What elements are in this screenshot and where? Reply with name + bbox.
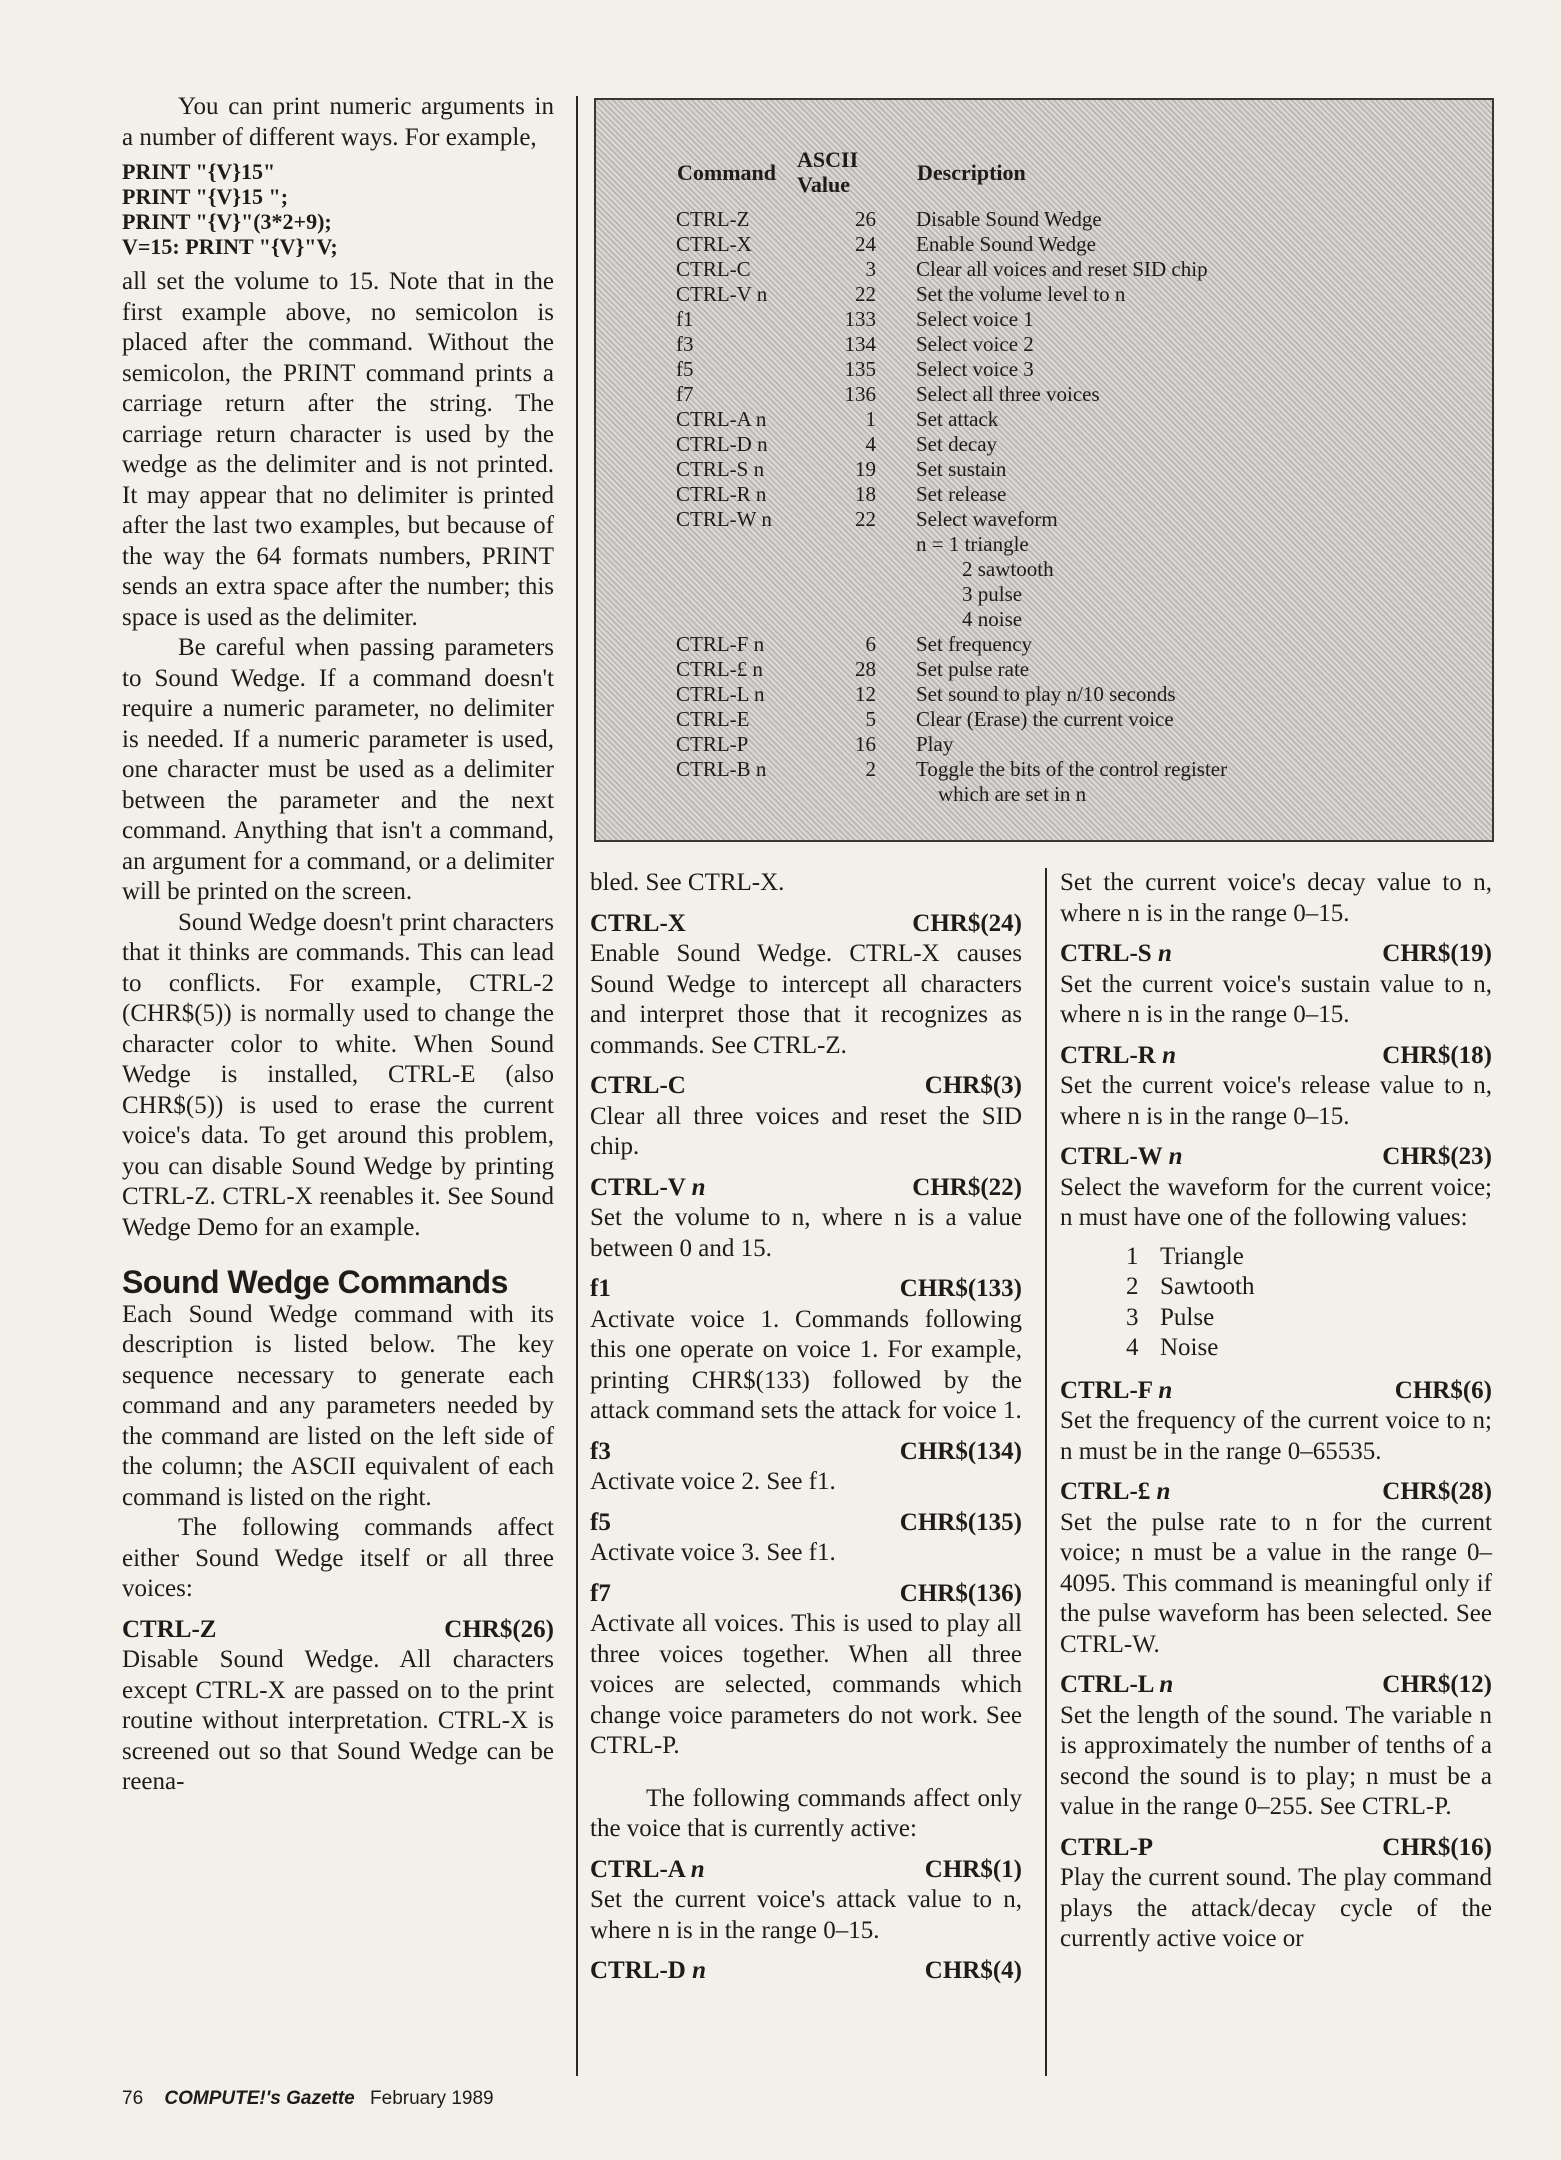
table-cell-ascii bbox=[796, 557, 916, 582]
table-cell-command bbox=[676, 582, 796, 607]
command-chr: CHR$(16) bbox=[1382, 1833, 1492, 1861]
table-row bbox=[676, 357, 1227, 382]
body-paragraph: The following commands affect either Sound Wedge itself or all three voices: bbox=[122, 1514, 554, 1602]
table-row bbox=[676, 482, 1227, 507]
table-row bbox=[676, 732, 1227, 757]
table-cell-description: Set pulse rate bbox=[916, 657, 1030, 681]
table-cell-ascii bbox=[796, 532, 916, 557]
table-cell-description: Set sound to play n/10 seconds bbox=[916, 682, 1176, 706]
issue-date: February 1989 bbox=[370, 2088, 494, 2109]
command-description: Disable Sound Wedge. All characters except CTRL-X are passed on to the print routine without interpretation. CTRL-X is screened out so that Sound Wedge can be reena- bbox=[122, 1646, 554, 1795]
command-description: Select the waveform for the current voice; n must have one of the following values: bbox=[1060, 1173, 1492, 1231]
table-cell-command: CTRL-D n bbox=[676, 432, 768, 456]
table-cell-command bbox=[676, 557, 796, 582]
body-paragraph: Each Sound Wedge command with its description is listed below. The key sequence necessary to generate each command and any parameters needed by the command are listed on the left side of the column; the ASCII equivalent of each command is listed on the right. bbox=[122, 1300, 554, 1511]
magazine-name: COMPUTE!'s Gazette bbox=[164, 2088, 355, 2109]
table-cell-ascii: 22 bbox=[855, 507, 876, 531]
table-cell-command: f1 bbox=[676, 307, 694, 331]
table-cell-command: CTRL-W n bbox=[676, 507, 772, 531]
command-header-ctrl-f bbox=[1060, 1376, 1492, 1407]
table-header-command: Command bbox=[677, 159, 777, 185]
command-name: CTRL-A bbox=[590, 1855, 685, 1883]
column-rule bbox=[1045, 868, 1047, 2076]
table-cell-command: f3 bbox=[676, 332, 694, 356]
table-cell-description: Set frequency bbox=[916, 632, 1033, 656]
command-description: Set the pulse rate to n for the current voice; n must be a value in the range 0–4095. This command is meaningful only if the pulse waveform has been selected. See CTRL-W. bbox=[1060, 1508, 1492, 1658]
table-cell-ascii: 4 bbox=[865, 432, 876, 456]
command-table-box bbox=[594, 98, 1494, 842]
table-row bbox=[676, 282, 1227, 307]
table-cell-command: CTRL-F n bbox=[676, 632, 765, 656]
table-row bbox=[676, 607, 1227, 632]
command-description: Set the volume to n, where n is a value between 0 and 15. bbox=[590, 1204, 1022, 1262]
command-header-ctrl-c bbox=[590, 1071, 1022, 1102]
table-cell-description: Toggle the bits of the control register bbox=[916, 757, 1228, 781]
command-chr: CHR$(1) bbox=[924, 1855, 1022, 1883]
table-row bbox=[676, 582, 1227, 607]
table-row bbox=[676, 407, 1227, 432]
table-row bbox=[676, 632, 1227, 657]
command-param: n bbox=[1157, 940, 1172, 967]
column-rule bbox=[576, 96, 578, 2076]
table-cell-description: Set sustain bbox=[916, 457, 1007, 481]
command-chr: CHR$(24) bbox=[912, 909, 1022, 937]
command-name: CTRL-L bbox=[1060, 1671, 1154, 1698]
list-item: 1 Triangle bbox=[1126, 1242, 1244, 1270]
table-cell-command: CTRL-B n bbox=[676, 757, 767, 781]
command-name: f5 bbox=[590, 1508, 611, 1536]
command-chr: CHR$(28) bbox=[1382, 1478, 1492, 1505]
command-chr: CHR$(18) bbox=[1382, 1041, 1492, 1069]
table-row bbox=[676, 207, 1227, 232]
command-param: n bbox=[1168, 1143, 1183, 1170]
table-cell-description: Set release bbox=[916, 482, 1007, 506]
table-row bbox=[676, 657, 1227, 682]
table-cell-command bbox=[676, 782, 796, 807]
command-description: Set the current voice's sustain value to n, where n is in the range 0–15. bbox=[1060, 970, 1492, 1028]
table-row bbox=[676, 532, 1227, 557]
table-cell-description: 2 sawtooth bbox=[962, 557, 1054, 581]
command-description: Set the length of the sound. The variable n is approximately the number of tenths of a second the sound is to play; n must be a value in the range 0–255. See CTRL-P. bbox=[1060, 1701, 1492, 1820]
table-cell-ascii: 24 bbox=[855, 232, 876, 256]
table-row bbox=[676, 682, 1227, 707]
command-header-f1 bbox=[590, 1274, 1022, 1305]
table-cell-ascii: 3 bbox=[865, 257, 876, 281]
table-cell-ascii: 28 bbox=[855, 657, 876, 681]
table-cell-ascii: 133 bbox=[844, 307, 876, 331]
table-cell-command: CTRL-X bbox=[676, 232, 752, 256]
command-chr: CHR$(134) bbox=[899, 1437, 1022, 1465]
column-right bbox=[1060, 868, 1492, 1955]
code-line: PRINT "{V}"(3*2+9); bbox=[122, 209, 332, 234]
command-name: CTRL-R bbox=[1060, 1041, 1156, 1069]
table-cell-description: Clear all voices and reset SID chip bbox=[916, 257, 1208, 281]
table-row bbox=[676, 782, 1227, 807]
table-cell-ascii: 19 bbox=[855, 457, 876, 481]
table-row bbox=[676, 457, 1227, 482]
command-description: Activate all voices. This is used to play all three voices together. When all three voices are selected, commands which change voice parameters do not work. See CTRL-P. bbox=[590, 1610, 1022, 1759]
command-header-ctrl-d bbox=[590, 1956, 1022, 1987]
table-cell-ascii: 136 bbox=[844, 382, 876, 406]
command-description: Set the current voice's decay value to n, where n is in the range 0–15. bbox=[1060, 869, 1492, 927]
table-cell-command: CTRL-Z bbox=[676, 207, 750, 231]
table-row bbox=[676, 307, 1227, 332]
code-line: V=15: PRINT "{V}"V; bbox=[122, 234, 338, 259]
command-name: CTRL-Z bbox=[122, 1615, 217, 1643]
command-chr: CHR$(3) bbox=[924, 1072, 1022, 1099]
code-line: PRINT "{V}15" bbox=[122, 159, 276, 184]
table-cell-description: which are set in n bbox=[938, 782, 1087, 806]
command-param: n bbox=[691, 1173, 706, 1201]
command-name: f7 bbox=[590, 1579, 611, 1607]
table-cell-command: CTRL-V n bbox=[676, 282, 768, 306]
page-number: 76 bbox=[122, 2088, 144, 2109]
command-description: Set the current voice's release value to n, where n is in the range 0–15. bbox=[1060, 1072, 1492, 1130]
table-cell-command: CTRL-£ n bbox=[676, 657, 763, 681]
column-middle bbox=[590, 868, 1022, 1987]
command-description: Activate voice 2. See f1. bbox=[590, 1468, 836, 1495]
command-header-ctrl-pound bbox=[1060, 1477, 1492, 1508]
command-header-ctrl-s bbox=[1060, 939, 1492, 970]
table-row bbox=[676, 707, 1227, 732]
table-cell-command: CTRL-L n bbox=[676, 682, 765, 706]
command-description: Activate voice 3. See f1. bbox=[590, 1539, 836, 1566]
section-heading: Sound Wedge Commands bbox=[122, 1264, 508, 1300]
command-name: CTRL-C bbox=[590, 1072, 686, 1099]
table-cell-description: n = 1 triangle bbox=[916, 532, 1029, 556]
table-cell-command bbox=[676, 532, 796, 557]
command-description: Activate voice 1. Commands following this one operate on voice 1. For example, printing CHR$(133) followed by the attack command sets the attack for voice 1. bbox=[590, 1305, 1022, 1424]
table-header-description: Description bbox=[917, 159, 1026, 185]
command-name: CTRL-V bbox=[590, 1173, 686, 1201]
command-name: CTRL-S bbox=[1060, 940, 1152, 967]
table-cell-command: CTRL-A n bbox=[676, 407, 767, 431]
table-cell-description: 3 pulse bbox=[962, 582, 1023, 606]
command-header-ctrl-v bbox=[590, 1173, 1022, 1204]
table-cell-description: Set attack bbox=[916, 407, 999, 431]
command-header-ctrl-r bbox=[1060, 1041, 1492, 1072]
table-cell-description: Select voice 1 bbox=[916, 307, 1034, 331]
command-description: Play the current sound. The play command plays the attack/decay cycle of the currently active voice or bbox=[1060, 1864, 1492, 1952]
command-chr: CHR$(133) bbox=[899, 1275, 1022, 1302]
table-cell-description: Select all three voices bbox=[916, 382, 1100, 406]
table-cell-description: Play bbox=[916, 732, 954, 756]
table-cell-ascii: 135 bbox=[844, 357, 876, 381]
command-param: n bbox=[1158, 1376, 1173, 1404]
table-cell-command: CTRL-R n bbox=[676, 482, 767, 506]
command-name: CTRL-W bbox=[1060, 1143, 1163, 1170]
command-description: Enable Sound Wedge. CTRL-X causes Sound Wedge to intercept all characters and interpret those that it recognizes as commands. See CTRL-Z. bbox=[590, 940, 1022, 1059]
command-name: f1 bbox=[590, 1275, 611, 1302]
table-row bbox=[676, 432, 1227, 457]
intro-paragraph: You can print numeric arguments in a number of different ways. For example, bbox=[122, 93, 554, 151]
table-row bbox=[676, 232, 1227, 257]
command-header-ctrl-a bbox=[590, 1855, 1022, 1886]
table-cell-ascii bbox=[796, 782, 916, 807]
command-param: n bbox=[690, 1855, 705, 1883]
command-chr: CHR$(4) bbox=[924, 1957, 1022, 1984]
command-chr: CHR$(12) bbox=[1382, 1671, 1492, 1698]
table-cell-command: CTRL-S n bbox=[676, 457, 765, 481]
table-cell-ascii: 26 bbox=[855, 207, 876, 231]
list-item: 2 Sawtooth bbox=[1126, 1273, 1255, 1300]
command-chr: CHR$(136) bbox=[899, 1579, 1022, 1607]
table-cell-ascii: 22 bbox=[855, 282, 876, 306]
command-param: n bbox=[1156, 1478, 1171, 1505]
table-cell-description: Set decay bbox=[916, 432, 998, 456]
table-row bbox=[676, 507, 1227, 532]
command-chr: CHR$(19) bbox=[1382, 940, 1492, 967]
table-cell-description: Select voice 3 bbox=[916, 357, 1034, 381]
table-cell-ascii: 2 bbox=[865, 757, 876, 781]
code-line: PRINT "{V}15 "; bbox=[122, 184, 289, 209]
body-paragraph: Be careful when passing parameters to Sound Wedge. If a command doesn't require a numeric parameter, no delimiter is needed. If a numeric parameter is used, one character must be used as a delimiter between the parameter and the next command. Anything that isn't a command, an argument for a command, or a delimiter will be printed on the screen. bbox=[122, 634, 554, 905]
body-paragraph: bled. See CTRL-X. bbox=[590, 869, 785, 896]
body-paragraph: all set the volume to 15. Note that in the first example above, no semicolon is placed after the command. Without the semicolon, the PRINT command prints a carriage return after the string. The carriage return character is used by the wedge as the delimiter and is not printed. It may appear that no delimiter is printed after the last two examples, but because of the way the 64 formats numbers, PRINT sends an extra space after the number; this space is used as the delimiter. bbox=[122, 268, 554, 631]
command-chr: CHR$(6) bbox=[1394, 1376, 1492, 1404]
body-paragraph: The following commands affect only the voice that is currently active: bbox=[590, 1784, 1022, 1842]
table-cell-description: Clear (Erase) the current voice bbox=[916, 707, 1174, 731]
command-chr: CHR$(22) bbox=[912, 1173, 1022, 1201]
command-header-ctrl-w bbox=[1060, 1142, 1492, 1173]
table-cell-ascii: 5 bbox=[865, 707, 876, 731]
command-header-f7 bbox=[590, 1579, 1022, 1610]
table-cell-description: Set the volume level to n bbox=[916, 282, 1126, 306]
table-header-ascii: ASCII Value bbox=[797, 147, 859, 197]
command-description: Clear all three voices and reset the SID chip. bbox=[590, 1102, 1022, 1160]
command-description: Set the frequency of the current voice to n; n must be in the range 0–65535. bbox=[1060, 1407, 1492, 1465]
command-chr: CHR$(23) bbox=[1382, 1143, 1492, 1170]
table-cell-ascii bbox=[796, 607, 916, 632]
body-paragraph: Sound Wedge doesn't print characters that it thinks are commands. This can lead to conflicts. For example, CTRL-2 (CHR$(5)) is normally used to change the character color to white. When Sound Wedge is installed, CTRL-E (also CHR$(5)) is used to erase the current voice's data. To get around this problem, you can disable Sound Wedge by printing CTRL-Z. CTRL-X reenables it. See Sound Wedge Demo for an example. bbox=[122, 908, 554, 1241]
command-table bbox=[676, 146, 1227, 807]
command-description: Set the current voice's attack value to n, where n is in the range 0–15. bbox=[590, 1886, 1022, 1944]
command-header-ctrl-p bbox=[1060, 1833, 1492, 1864]
table-row bbox=[676, 557, 1227, 582]
command-header-f5 bbox=[590, 1508, 1022, 1539]
list-item: 3 Pulse bbox=[1126, 1303, 1215, 1331]
command-name: f3 bbox=[590, 1437, 611, 1465]
waveform-list bbox=[1126, 1242, 1492, 1364]
table-cell-command: f5 bbox=[676, 357, 694, 381]
table-cell-ascii: 16 bbox=[855, 732, 876, 756]
table-cell-command: CTRL-E bbox=[676, 707, 750, 731]
table-cell-ascii bbox=[796, 582, 916, 607]
command-header-f3 bbox=[590, 1437, 1022, 1468]
column-left bbox=[122, 92, 554, 1798]
command-chr: CHR$(26) bbox=[444, 1615, 554, 1643]
table-row bbox=[676, 332, 1227, 357]
table-cell-ascii: 134 bbox=[844, 332, 876, 356]
code-example bbox=[122, 159, 554, 259]
command-param: n bbox=[692, 1957, 706, 1984]
command-name: CTRL-P bbox=[1060, 1833, 1154, 1861]
table-cell-description: 4 noise bbox=[962, 607, 1023, 631]
command-name: CTRL-£ bbox=[1060, 1478, 1151, 1505]
table-cell-ascii: 1 bbox=[865, 407, 876, 431]
command-header-ctrl-z bbox=[122, 1615, 554, 1646]
table-row bbox=[676, 757, 1227, 782]
command-header-ctrl-x bbox=[590, 909, 1022, 940]
command-chr: CHR$(135) bbox=[899, 1508, 1022, 1536]
table-row bbox=[676, 382, 1227, 407]
command-param: n bbox=[1159, 1671, 1174, 1698]
table-cell-description: Select waveform bbox=[916, 507, 1058, 531]
list-item: 4 Noise bbox=[1126, 1334, 1219, 1361]
command-param: n bbox=[1162, 1041, 1176, 1069]
table-row bbox=[676, 257, 1227, 282]
table-cell-command: CTRL-C bbox=[676, 257, 751, 281]
table-cell-command bbox=[676, 607, 796, 632]
command-name: CTRL-F bbox=[1060, 1376, 1153, 1404]
command-header-ctrl-l bbox=[1060, 1670, 1492, 1701]
command-name: CTRL-D bbox=[590, 1957, 686, 1984]
table-cell-command: CTRL-P bbox=[676, 732, 749, 756]
command-name: CTRL-X bbox=[590, 909, 686, 937]
table-cell-ascii: 18 bbox=[855, 482, 876, 506]
table-cell-command: f7 bbox=[676, 382, 694, 406]
table-cell-description: Enable Sound Wedge bbox=[916, 232, 1096, 256]
table-cell-ascii: 12 bbox=[855, 682, 876, 706]
table-cell-ascii: 6 bbox=[865, 632, 876, 656]
table-cell-description: Disable Sound Wedge bbox=[916, 207, 1102, 231]
page-footer bbox=[122, 2088, 494, 2110]
table-cell-description: Select voice 2 bbox=[916, 332, 1034, 356]
